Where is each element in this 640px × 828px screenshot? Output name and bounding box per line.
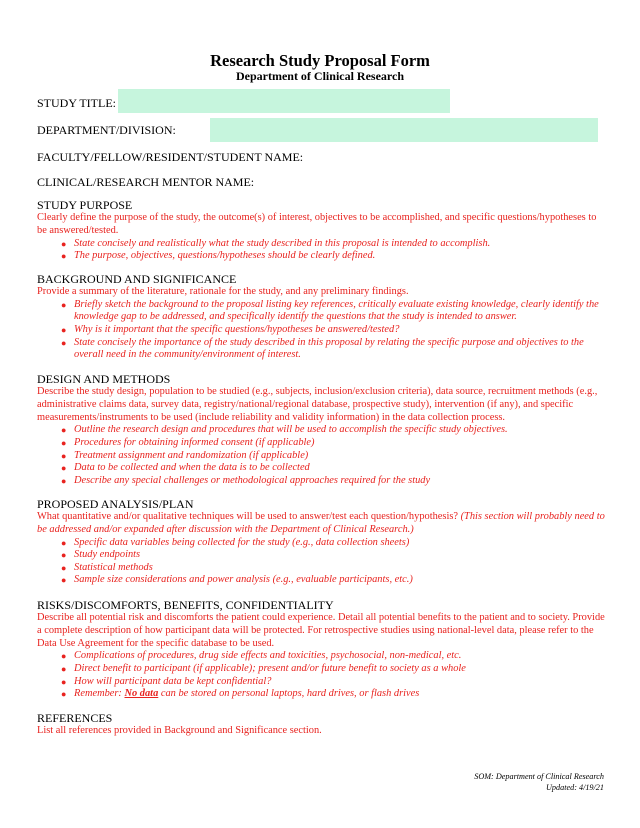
study-purpose-heading: STUDY PURPOSE xyxy=(37,198,133,212)
risks-description: Describe all potential risk and discomforts the patient could experience. Detail all potential benefits to the patient and to society. Provide a complete description of how participant data will be protected. For retrospective studies using national-level data, please refer to the Data Use Agreement for the specific database to be used. xyxy=(37,612,605,649)
list-item: ● Direct benefit to participant (if applicable); present and/or future benefit to society as a whole xyxy=(61,662,466,674)
form-subtitle: Department of Clinical Research xyxy=(235,69,405,83)
bullet-icon: ● xyxy=(61,689,67,700)
bullet-icon: ● xyxy=(61,475,67,486)
background-heading: BACKGROUND AND SIGNIFICANCE xyxy=(37,272,237,286)
bullet-icon: ● xyxy=(61,299,67,310)
design-methods-description: Describe the study design, population to be studied (e.g., subjects, inclusion/exclusion criteria), data source, recruitment methods (e.g., administrative claims data, survey data, registry/national/regional database, prospective study), intervention (if any), and specific measurements/instruments to be used (include reliability and validity information) in the data collection process. xyxy=(37,386,598,423)
footer-department: SOM: Department of Clinical Research xyxy=(474,772,604,781)
bullet-icon: ● xyxy=(61,450,67,461)
background-description: Provide a summary of the literature, rationale for the study, and any preliminary findings. xyxy=(37,286,409,297)
design-methods-heading: DESIGN AND METHODS xyxy=(37,372,171,386)
bullet-icon: ● xyxy=(61,562,67,573)
bullet-icon: ● xyxy=(61,663,67,674)
risks-heading: RISKS/DISCOMFORTS, BENEFITS, CONFIDENTIALITY xyxy=(37,598,334,612)
risks-bullets xyxy=(37,650,607,700)
bullet-icon: ● xyxy=(61,437,67,448)
list-item: ● How will participant data be kept confidential? xyxy=(61,675,272,687)
list-item: ● Study endpoints xyxy=(61,549,141,561)
study-purpose-description: Clearly define the purpose of the study, the outcome(s) of interest, objectives to be accomplished, and specific questions/hypotheses to be answered/tested. xyxy=(37,212,597,236)
list-item: ● State concisely the importance of the study described in this proposal by relating the specific purpose and objectives to the overall need in the community/environment of interest. xyxy=(61,336,584,361)
analysis-plan-note: (This section will probably need to be addressed and/or expanded after discussion with the Department of Clinical Research.) xyxy=(37,511,605,535)
study-purpose-section xyxy=(37,199,607,263)
list-item: ● Sample size considerations and power analysis (e.g., evaluable participants, etc.) xyxy=(61,574,413,586)
references-section xyxy=(37,712,607,738)
list-item: ● Remember: No data can be stored on personal laptops, hard drives, or flash drives xyxy=(61,688,420,700)
references-heading: REFERENCES xyxy=(37,711,113,725)
list-item: ● Outline the research design and procedures that will be used to accomplish the specific study objectives. xyxy=(61,424,508,436)
mentor-name-label: CLINICAL/RESEARCH MENTOR NAME: xyxy=(37,175,255,189)
list-item: ● Statistical methods xyxy=(61,561,153,573)
design-methods-section xyxy=(37,373,607,487)
list-item: ● State concisely and realistically what the study described in this proposal is intended to accomplish. xyxy=(61,237,491,249)
student-name-label: FACULTY/FELLOW/RESIDENT/STUDENT NAME: xyxy=(37,150,304,164)
analysis-plan-heading: PROPOSED ANALYSIS/PLAN xyxy=(37,497,194,511)
list-item: ● Complications of procedures, drug side effects and toxicities, psychosocial, non-medical, etc. xyxy=(61,650,462,662)
study-purpose-bullets xyxy=(37,238,607,263)
no-data-emphasis: No data xyxy=(124,688,159,700)
form-title: Research Study Proposal Form xyxy=(210,51,430,70)
list-item: ● Briefly sketch the background to the proposal listing key references, critically evaluate existing knowledge, clearly identify the knowledge gap to be addressed, and specifically identify the questions that the study is intended to answer. xyxy=(61,298,599,323)
study-title-label: STUDY TITLE: xyxy=(37,96,116,110)
list-item: ● Data to be collected and when the data is to be collected xyxy=(61,462,310,474)
background-section xyxy=(37,273,607,362)
page-footer xyxy=(474,771,604,793)
bullet-icon: ● xyxy=(61,676,67,687)
bullet-icon: ● xyxy=(61,463,67,474)
footer-updated-date: Updated: 4/19/21 xyxy=(546,783,604,792)
risks-section xyxy=(37,599,607,701)
bullet-icon: ● xyxy=(61,651,67,662)
list-item: ● The purpose, objectives, questions/hypotheses should be clearly defined. xyxy=(61,250,376,262)
bullet-icon: ● xyxy=(61,425,67,436)
bullet-icon: ● xyxy=(61,575,67,586)
analysis-plan-description: What quantitative and/or qualitative techniques will be used to answer/test each question/hypothesis? (This section will probably need to be addressed and/or expanded after discussion with the Department of Clinical Research.) xyxy=(37,511,605,535)
references-description: List all references provided in Background and Significance section. xyxy=(37,725,322,736)
analysis-plan-bullets xyxy=(37,537,607,587)
study-title-input[interactable] xyxy=(118,89,450,113)
design-methods-bullets xyxy=(37,424,607,487)
bullet-icon: ● xyxy=(61,537,67,548)
department-input[interactable] xyxy=(210,118,598,142)
bullet-icon: ● xyxy=(61,238,67,249)
list-item: ● Why is it important that the specific questions/hypotheses be answered/tested? xyxy=(61,323,400,335)
list-item: ● Treatment assignment and randomization (if applicable) xyxy=(61,449,309,461)
department-label: DEPARTMENT/DIVISION: xyxy=(37,123,176,137)
analysis-plan-section xyxy=(37,498,607,587)
bullet-icon: ● xyxy=(61,324,67,335)
list-item: ● Procedures for obtaining informed consent (if applicable) xyxy=(61,436,315,448)
list-item: ● Describe any special challenges or methodological approaches required for the study xyxy=(61,474,431,486)
bullet-icon: ● xyxy=(61,337,67,348)
bullet-icon: ● xyxy=(61,550,67,561)
bullet-icon: ● xyxy=(61,251,67,262)
background-bullets xyxy=(37,299,607,362)
list-item: ● Specific data variables being collected for the study (e.g., data collection sheets) xyxy=(61,536,410,548)
